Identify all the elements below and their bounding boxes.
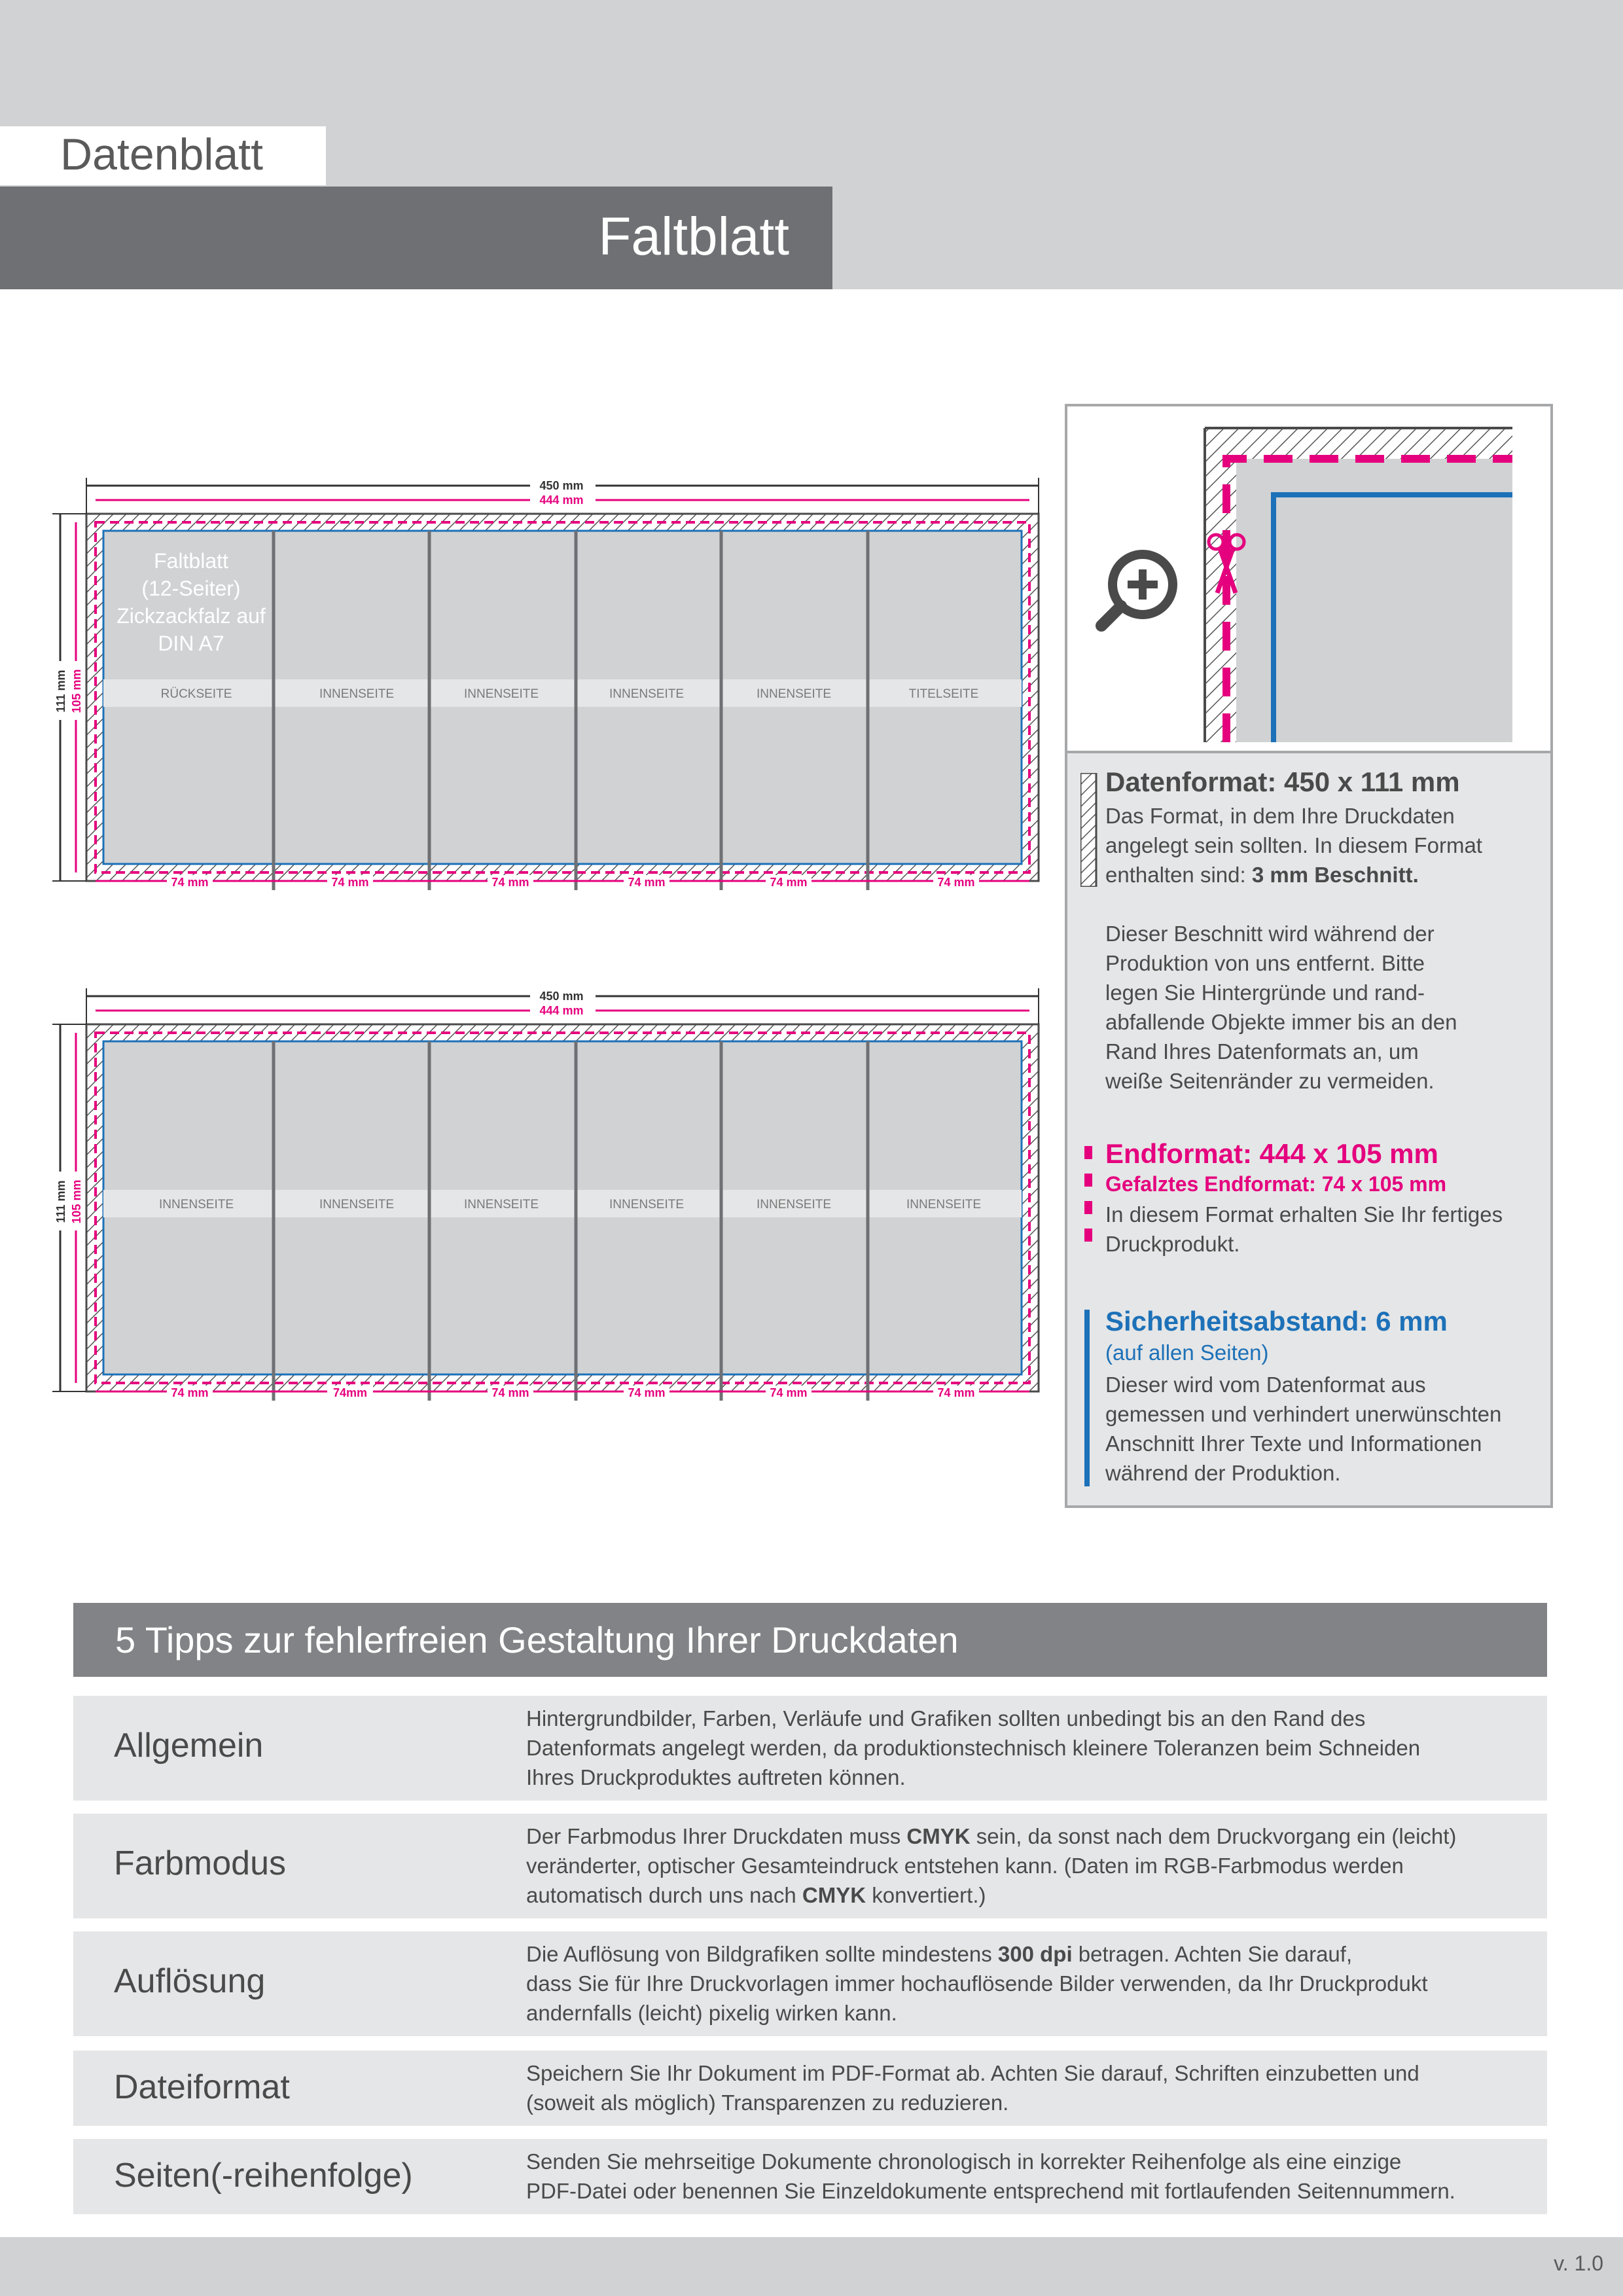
bleed-marker-icon	[1080, 773, 1097, 887]
text-line: Datenformats angelegt werden, da produktionstechnisch kleinere Toleranzen beim Schneiden	[526, 1736, 1421, 1760]
panel-label: RÜCKSEITE	[160, 687, 232, 701]
panel-width-label: 74 mm	[171, 1386, 209, 1399]
text-line: (soweit als möglich) Transparenzen zu reduzieren.	[526, 2090, 1009, 2115]
text-line: Senden Sie mehrseitige Dokumente chronologisch in korrekter Reihenfolge als eine einzige	[526, 2149, 1402, 2174]
text-line: weiße Seitenränder zu vermeiden.	[1105, 1069, 1435, 1093]
text-line: Druckprodukt.	[1105, 1232, 1240, 1256]
panel-width-label: 74 mm	[491, 876, 529, 889]
tip-text	[526, 1821, 1534, 1910]
panel-label: INNENSEITE	[609, 1198, 685, 1211]
footer-band	[0, 2237, 1623, 2296]
panel-label: INNENSEITE	[319, 1198, 395, 1211]
text-span: Der Farbmodus Ihrer Druckdaten muss	[526, 1824, 907, 1848]
overall-height-label: 111 mm	[54, 1180, 67, 1223]
product-line-2: (12-Seiter)	[141, 577, 241, 600]
text-span: Die Auflösung von Bildgrafiken sollte mindestens	[526, 1942, 998, 1966]
final-width-label: 444 mm	[539, 493, 584, 507]
zoom-in-icon	[1101, 554, 1173, 626]
tip-row-farbmodus	[73, 1814, 1547, 1918]
tip-row-dateiformat	[73, 2051, 1547, 2126]
tip-text	[526, 2147, 1534, 2206]
text-span: konvertiert.)	[866, 1883, 986, 1907]
panel-label: INNENSEITE	[906, 1198, 982, 1211]
tip-label: Seiten(-reihenfolge)	[114, 2157, 413, 2195]
text-span: enthalten sind:	[1105, 863, 1252, 887]
format-info-box	[1065, 404, 1553, 1508]
text-line: PDF-Datei oder benennen Sie Einzeldokumente entsprechend mit fortlaufenden Seitennummern.	[526, 2179, 1455, 2203]
text-line: Ihres Druckproduktes auftreten können.	[526, 1765, 906, 1789]
panel-label: INNENSEITE	[756, 687, 832, 701]
panel-width-label: 74 mm	[491, 1386, 529, 1399]
endformat-subtitle: Gefalztes Endformat: 74 x 105 mm	[1105, 1172, 1447, 1196]
title-bar	[0, 187, 832, 289]
trim-marker-icon	[1084, 1146, 1092, 1256]
text-line: gemessen und verhindert unerwünschten	[1105, 1402, 1502, 1426]
overall-height-label: 111 mm	[54, 670, 67, 713]
text-bold: CMYK	[906, 1824, 971, 1848]
panel-width-label: 74 mm	[937, 1386, 975, 1399]
diagram-bottom	[52, 988, 1039, 1401]
text-span: sein, da sonst nach dem Druckvorgang ein (leicht)	[970, 1824, 1457, 1848]
tip-text	[526, 2058, 1534, 2117]
bleed-amount: 3 mm Beschnitt.	[1251, 863, 1419, 887]
beschnitt-text	[1105, 919, 1457, 1096]
text-line: In diesem Format erhalten Sie Ihr fertiges	[1105, 1202, 1503, 1227]
final-height-label: 105 mm	[70, 1179, 83, 1224]
sicherheit-text	[1105, 1370, 1501, 1488]
text-line	[526, 1939, 1534, 1969]
text-line: während der Produktion.	[1105, 1461, 1341, 1485]
text-line	[526, 1880, 1534, 1910]
product-line-1: Faltblatt	[154, 549, 228, 573]
text-bold: CMYK	[802, 1883, 866, 1907]
text-line: Dieser Beschnitt wird während der	[1105, 922, 1435, 946]
overall-width-label: 450 mm	[539, 990, 584, 1003]
panel-width-label: 74 mm	[770, 1386, 808, 1399]
panel-width-label: 74 mm	[171, 876, 209, 889]
tip-row-aufloesung	[73, 1931, 1547, 2036]
tip-text	[526, 1704, 1534, 1792]
corner-detail-graphic	[1067, 406, 1550, 751]
panel-label: INNENSEITE	[756, 1198, 832, 1211]
sicherheit-title: Sicherheitsabstand: 6 mm	[1105, 1306, 1448, 1336]
final-width-label: 444 mm	[539, 1004, 584, 1017]
panel-width-label: 74 mm	[331, 876, 369, 889]
text-line: abfallende Objekte immer bis an den	[1105, 1010, 1457, 1034]
text-line: andernfalls (leicht) pixelig wirken kann.	[526, 2001, 897, 2025]
text-line: angelegt sein sollten. In diesem Format	[1105, 833, 1482, 857]
product-line-4: DIN A7	[158, 632, 224, 655]
text-line: legen Sie Hintergründe und rand-	[1105, 980, 1425, 1005]
text-line: Hintergrundbilder, Farben, Verläufe und Grafiken sollten unbedingt bis an den Rand des	[526, 1706, 1366, 1731]
sicherheit-subtitle: (auf allen Seiten)	[1105, 1340, 1269, 1365]
panel-width-label: 74 mm	[628, 1386, 666, 1399]
tip-label: Dateiformat	[114, 2068, 290, 2106]
tip-label: Allgemein	[114, 1727, 264, 1765]
text-bold: 300 dpi	[997, 1942, 1073, 1966]
text-line: Dieser wird vom Datenformat aus	[1105, 1372, 1426, 1397]
text-line: Speichern Sie Ihr Dokument im PDF-Format ab. Achten Sie darauf, Schriften einzubetten und	[526, 2061, 1419, 2085]
text-line	[1105, 860, 1482, 889]
text-line: veränderter, optischer Gesamteindruck entstehen kann. (Daten im RGB-Farbmodus werden	[526, 1854, 1404, 1878]
final-height-label: 105 mm	[70, 669, 83, 713]
panel-width-label: 74 mm	[628, 876, 666, 889]
tip-row-seitenreihenfolge	[73, 2139, 1547, 2214]
diagram-top	[52, 478, 1039, 890]
page-title: Faltblatt	[598, 207, 789, 266]
text-span: betragen. Achten Sie darauf,	[1072, 1942, 1353, 1966]
tips-header	[73, 1603, 1547, 1677]
text-line: dass Sie für Ihre Druckvorlagen immer hochauflösende Bilder verwenden, da Ihr Druckprodukt	[526, 1971, 1428, 1996]
text-line: Das Format, in dem Ihre Druckdaten	[1105, 804, 1455, 828]
tip-row-allgemein	[73, 1696, 1547, 1801]
datenformat-title: Datenformat: 450 x 111 mm	[1105, 766, 1460, 797]
panel-label: INNENSEITE	[463, 687, 539, 701]
panel-label: INNENSEITE	[319, 687, 395, 701]
text-line	[526, 1821, 1534, 1851]
datenformat-text	[1105, 801, 1482, 889]
tip-text	[526, 1939, 1534, 2028]
panel-width-label: 74 mm	[937, 876, 975, 889]
panel-label: INNENSEITE	[158, 1198, 234, 1211]
panel-label: INNENSEITE	[463, 1198, 539, 1211]
panel-width-label: 74mm	[332, 1386, 368, 1399]
fold-diagrams	[0, 458, 1073, 1414]
endformat-text	[1105, 1200, 1503, 1259]
document-type-text: Datenblatt	[60, 130, 263, 179]
tip-label: Farbmodus	[114, 1844, 286, 1882]
text-line: Anschnitt Ihrer Texte und Informationen	[1105, 1431, 1482, 1456]
tips-heading: 5 Tipps zur fehlerfreien Gestaltung Ihrer Druckdaten	[115, 1619, 959, 1660]
tip-label: Auflösung	[114, 1962, 266, 2000]
zoom-detail	[1067, 406, 1550, 753]
document-type-label	[0, 126, 326, 185]
panel-width-label: 74 mm	[770, 876, 808, 889]
panel-label: TITELSEITE	[908, 687, 979, 701]
text-span: automatisch durch uns nach	[526, 1883, 802, 1907]
text-line: Produktion von uns entfernt. Bitte	[1105, 951, 1425, 975]
panel-label: INNENSEITE	[609, 687, 685, 701]
version-label: v. 1.0	[1554, 2251, 1603, 2275]
text-line: Rand Ihres Datenformats an, um	[1105, 1039, 1419, 1064]
safety-marker-icon	[1084, 1310, 1090, 1486]
product-line-3: Zickzackfalz auf	[116, 604, 266, 628]
overall-width-label: 450 mm	[539, 479, 584, 492]
endformat-title: Endformat: 444 x 105 mm	[1105, 1138, 1438, 1169]
